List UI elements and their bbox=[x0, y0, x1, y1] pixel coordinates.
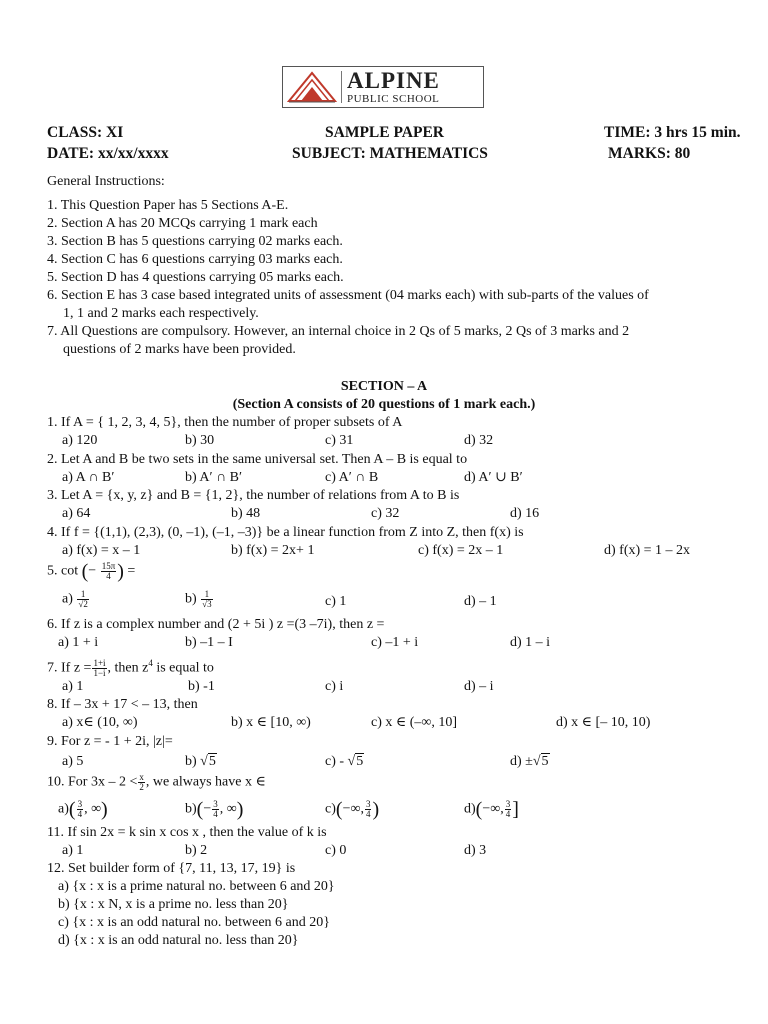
q10-a-tail: , ∞ bbox=[84, 801, 102, 817]
q5-a-den: √2 bbox=[78, 599, 88, 609]
logo-divider bbox=[341, 71, 342, 103]
q5-a-label: a) bbox=[62, 591, 73, 607]
q1-option-b: b) 30 bbox=[185, 433, 215, 448]
q10-prefix: 10. For 3x – 2 < bbox=[47, 774, 138, 790]
q6-option-b: b) –1 – I bbox=[185, 635, 233, 650]
q9-option-c: c) - √5 bbox=[325, 754, 364, 769]
q10-a-num: 3 bbox=[77, 799, 83, 809]
q9-b-label: b) bbox=[185, 754, 201, 769]
q7-exponent: 4 bbox=[148, 658, 153, 668]
instruction-item: 4. Section C has 6 questions carrying 03 marks each. bbox=[47, 252, 343, 267]
q10-c-num: 3 bbox=[365, 799, 371, 809]
q5-b-label: b) bbox=[185, 591, 197, 607]
logo-subtitle: PUBLIC SCHOOL bbox=[347, 93, 440, 105]
q9-d-root: 5 bbox=[541, 754, 549, 769]
q8-option-c: c) x ∈ (–∞, 10] bbox=[371, 715, 458, 730]
q3-option-a: a) 64 bbox=[62, 506, 91, 521]
q10-a-den: 4 bbox=[77, 809, 83, 819]
question-4: 4. If f = {(1,1), (2,3), (0, –1), (–1, –3)} be a linear function from Z into Z, then f(x) is bbox=[47, 525, 524, 540]
q3-option-b: b) 48 bbox=[231, 506, 261, 521]
q9-option-d: d) ±√5 bbox=[510, 754, 549, 769]
q9-c-label: c) - bbox=[325, 754, 348, 769]
logo-name: ALPINE bbox=[347, 68, 440, 93]
q10-b-num: 3 bbox=[213, 799, 218, 809]
q4-option-c: c) f(x) = 2x – 1 bbox=[418, 543, 504, 558]
date-label: DATE: xx/xx/xxxx bbox=[47, 145, 169, 162]
instruction-item: 1, 1 and 2 marks each respectively. bbox=[63, 306, 259, 321]
q5-b-den: √3 bbox=[202, 599, 212, 609]
q5-option-c: c) 1 bbox=[325, 594, 347, 609]
question-1: 1. If A = { 1, 2, 3, 4, 5}, then the number of proper subsets of A bbox=[47, 415, 403, 430]
q7-option-a: a) 1 bbox=[62, 679, 84, 694]
q10-option-b: b)(− $\frac{3}{4}$ , ∞) bbox=[185, 798, 244, 821]
q10-den: 2 bbox=[139, 782, 144, 792]
q7-prefix: 7. If z = bbox=[47, 660, 92, 676]
q10-b-den: 4 bbox=[213, 809, 218, 819]
q2-option-b: b) A′ ∩ B′ bbox=[185, 470, 243, 485]
q7-num: 1+i bbox=[93, 657, 106, 668]
q10-c-den: 4 bbox=[365, 809, 371, 819]
instruction-item: 7. All Questions are compulsory. However, an internal choice in 2 Qs of 5 marks, 2 Qs of 3 marks and 2 bbox=[47, 324, 630, 339]
question-11: 11. If sin 2x = k sin x cos x , then the value of k is bbox=[47, 825, 327, 840]
q5-minus: − bbox=[88, 563, 97, 579]
question-8: 8. If – 3x + 17 < – 13, then bbox=[47, 697, 198, 712]
q3-option-d: d) 16 bbox=[510, 506, 540, 521]
question-3: 3. Let A = {x, y, z} and B = {1, 2}, the number of relations from A to B is bbox=[47, 488, 460, 503]
q5-prefix: 5. cot bbox=[47, 563, 79, 579]
instruction-item: 6. Section E has 3 case based integrated units of assessment (04 marks each) with sub-parts of the values of bbox=[47, 288, 649, 303]
q10-b-minus: − bbox=[203, 801, 212, 817]
q7-den: 1−i bbox=[93, 667, 106, 678]
q10-c-label: c) bbox=[325, 801, 336, 817]
q7-option-b: b) -1 bbox=[188, 679, 215, 694]
q7-tail: is equal to bbox=[152, 660, 214, 676]
school-logo bbox=[282, 66, 484, 108]
q10-d-head: −∞, bbox=[482, 801, 504, 817]
time-label: TIME: 3 hrs 15 min. bbox=[604, 124, 741, 141]
q2-option-d: d) A′ ∪ B′ bbox=[464, 470, 523, 485]
instruction-item: 1. This Question Paper has 5 Sections A-E. bbox=[47, 198, 289, 213]
q10-option-d: d)(−∞, $\frac{3}{4}$ ] bbox=[464, 798, 519, 821]
section-subtitle: (Section A consists of 20 questions of 1 mark each.) bbox=[232, 397, 536, 412]
q6-option-a: a) 1 + i bbox=[58, 635, 99, 650]
q10-c-head: −∞, bbox=[342, 801, 364, 817]
q4-option-d: d) f(x) = 1 – 2x bbox=[604, 543, 691, 558]
q10-option-c: c)(−∞, $\frac{3}{4}$ ) bbox=[325, 798, 380, 821]
q10-suffix: , we always have x ∈ bbox=[145, 774, 266, 790]
q10-fraction bbox=[138, 773, 145, 792]
q9-b-root: 5 bbox=[208, 754, 216, 769]
q4-option-a: a) f(x) = x – 1 bbox=[62, 543, 141, 558]
q2-option-a: a) A ∩ B′ bbox=[62, 470, 115, 485]
q10-option-a: a)( $\frac{3}{4}$ , ∞) bbox=[58, 798, 108, 821]
q11-option-a: a) 1 bbox=[62, 843, 84, 858]
instruction-item: 2. Section A has 20 MCQs carrying 1 mark each bbox=[47, 216, 318, 231]
q5-option-a bbox=[62, 590, 90, 609]
q5-a-num: 1 bbox=[77, 590, 88, 600]
q5-den: 4 bbox=[106, 571, 111, 581]
question-6: 6. If z is a complex number and (2 + 5i ) z =(3 –7i), then z = bbox=[47, 617, 385, 632]
class-label: CLASS: XI bbox=[47, 124, 124, 141]
q8-option-d: d) x ∈ [– 10, 10) bbox=[556, 715, 651, 730]
q5-num: 15π bbox=[101, 561, 116, 571]
q1-option-a: a) 120 bbox=[62, 433, 98, 448]
q12-option-c: c) {x : x is an odd natural no. between 6 and 20} bbox=[58, 915, 330, 930]
q9-d-label: d) ± bbox=[510, 754, 533, 769]
q6-option-c: c) –1 + i bbox=[371, 635, 419, 650]
q7-option-d: d) – i bbox=[464, 679, 494, 694]
q10-d-num: 3 bbox=[505, 799, 511, 809]
q8-option-b: b) x ∈ [10, ∞) bbox=[231, 715, 311, 730]
section-title: SECTION – A bbox=[340, 379, 428, 394]
instruction-item: questions of 2 marks have been provided. bbox=[63, 342, 296, 357]
q10-b-tail: , ∞ bbox=[219, 801, 237, 817]
mountain-logo-icon bbox=[287, 70, 337, 104]
q12-option-d: d) {x : x is an odd natural no. less than 20} bbox=[58, 933, 299, 948]
q12-option-a: a) {x : x is a prime natural no. between 6 and 20} bbox=[58, 879, 335, 894]
question-10 bbox=[47, 773, 266, 792]
q5-b-num: 1 bbox=[201, 590, 212, 600]
question-12: 12. Set builder form of {7, 11, 13, 17, 19} is bbox=[47, 861, 296, 876]
paper-label: SAMPLE PAPER bbox=[325, 124, 444, 141]
q9-option-b: b) √5 bbox=[185, 754, 216, 769]
q7-fraction bbox=[92, 659, 106, 678]
q1-option-d: d) 32 bbox=[464, 433, 494, 448]
q7-suffix: , then z bbox=[107, 660, 149, 676]
q11-option-c: c) 0 bbox=[325, 843, 347, 858]
q11-option-d: d) 3 bbox=[464, 843, 487, 858]
question-5: 5. cot (− $\frac{15\pi}{4}$ ) = bbox=[47, 560, 136, 583]
q10-b-label: b) bbox=[185, 801, 197, 817]
instructions-title: General Instructions: bbox=[47, 174, 165, 189]
question-9: 9. For z = - 1 + 2i, |z|= bbox=[47, 734, 173, 749]
q10-a-label: a) bbox=[58, 801, 69, 817]
q5-suffix: = bbox=[127, 563, 136, 579]
q5-option-b bbox=[185, 590, 214, 609]
q10-d-label: d) bbox=[464, 801, 476, 817]
q8-option-a: a) x∈ (10, ∞) bbox=[62, 715, 138, 730]
q7-option-c: c) i bbox=[325, 679, 344, 694]
marks-label: MARKS: 80 bbox=[608, 145, 691, 162]
instruction-item: 3. Section B has 5 questions carrying 02 marks each. bbox=[47, 234, 343, 249]
q12-option-b: b) {x : x N, x is a prime no. less than 20} bbox=[58, 897, 289, 912]
q11-option-b: b) 2 bbox=[185, 843, 208, 858]
q2-option-c: c) A′ ∩ B bbox=[325, 470, 379, 485]
question-2: 2. Let A and B be two sets in the same universal set. Then A – B is equal to bbox=[47, 452, 468, 467]
q1-option-c: c) 31 bbox=[325, 433, 354, 448]
subject-label: SUBJECT: MATHEMATICS bbox=[292, 145, 488, 162]
q10-num: x bbox=[139, 772, 144, 782]
q5-option-d: d) – 1 bbox=[464, 594, 497, 609]
question-7 bbox=[47, 654, 214, 678]
q6-option-d: d) 1 – i bbox=[510, 635, 551, 650]
q9-c-root: 5 bbox=[356, 754, 364, 769]
instruction-item: 5. Section D has 4 questions carrying 05 marks each. bbox=[47, 270, 344, 285]
q10-d-den: 4 bbox=[505, 809, 511, 819]
q9-option-a: a) 5 bbox=[62, 754, 84, 769]
q3-option-c: c) 32 bbox=[371, 506, 400, 521]
q5-fraction bbox=[101, 562, 117, 581]
q4-option-b: b) f(x) = 2x+ 1 bbox=[231, 543, 315, 558]
